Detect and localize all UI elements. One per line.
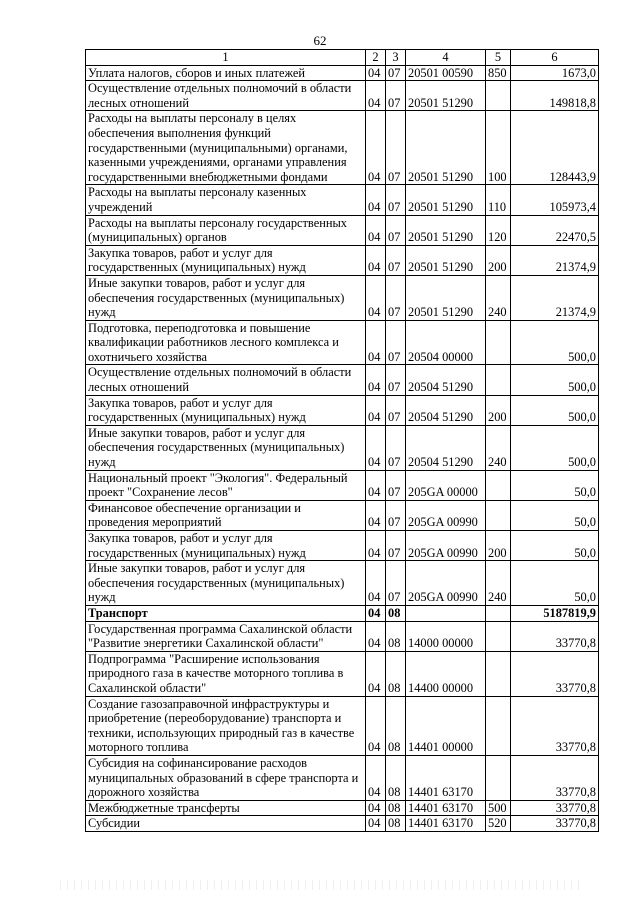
row-target-code: 20501 51290	[406, 111, 486, 185]
row-target-code: 14400 00000	[406, 651, 486, 696]
row-expense-type	[486, 320, 511, 365]
row-name: Закупка товаров, работ и услуг для государственных (муниципальных) нужд	[86, 245, 366, 275]
row-section: 04	[366, 425, 386, 470]
table-row	[86, 651, 599, 696]
row-expense-type	[486, 500, 511, 530]
row-expense-type: 200	[486, 245, 511, 275]
row-subsection: 07	[386, 81, 406, 111]
row-section: 04	[366, 185, 386, 215]
table-header-row	[86, 50, 599, 66]
row-section: 04	[366, 215, 386, 245]
row-section: 04	[366, 111, 386, 185]
table-row	[86, 245, 599, 275]
row-subsection: 07	[386, 395, 406, 425]
row-name: Субсидии	[86, 816, 366, 832]
row-target-code: 20501 00590	[406, 65, 486, 81]
row-expense-type: 110	[486, 185, 511, 215]
header-name: 1	[86, 50, 366, 66]
row-subsection: 08	[386, 651, 406, 696]
row-section: 04	[366, 800, 386, 816]
row-amount: 105973,4	[511, 185, 599, 215]
row-name: Уплата налогов, сборов и иных платежей	[86, 65, 366, 81]
table-row	[86, 215, 599, 245]
row-name: Межбюджетные трансферты	[86, 800, 366, 816]
row-target-code: 20501 51290	[406, 81, 486, 111]
row-section: 04	[366, 561, 386, 606]
table-row	[86, 395, 599, 425]
row-amount: 500,0	[511, 365, 599, 395]
budget-table	[85, 49, 599, 832]
table-row	[86, 320, 599, 365]
row-amount: 1673,0	[511, 65, 599, 81]
table-row	[86, 605, 599, 621]
row-section: 04	[366, 605, 386, 621]
row-amount: 500,0	[511, 320, 599, 365]
row-section: 04	[366, 245, 386, 275]
row-target-code	[406, 605, 486, 621]
row-name: Иные закупки товаров, работ и услуг для обеспечения государственных (муниципальных) нужд	[86, 275, 366, 320]
row-section: 04	[366, 755, 386, 800]
table-row	[86, 621, 599, 651]
row-name: Иные закупки товаров, работ и услуг для обеспечения государственных (муниципальных) нужд	[86, 561, 366, 606]
row-section: 04	[366, 81, 386, 111]
table-row	[86, 275, 599, 320]
row-expense-type: 240	[486, 425, 511, 470]
row-amount: 33770,8	[511, 816, 599, 832]
table-row	[86, 816, 599, 832]
row-subsection: 08	[386, 800, 406, 816]
table-row	[86, 65, 599, 81]
row-name: Закупка товаров, работ и услуг для государственных (муниципальных) нужд	[86, 395, 366, 425]
header-subsection: 3	[386, 50, 406, 66]
row-name: Финансовое обеспечение организации и проведения мероприятий	[86, 500, 366, 530]
row-amount: 5187819,9	[511, 605, 599, 621]
row-target-code: 20501 51290	[406, 245, 486, 275]
row-section: 04	[366, 275, 386, 320]
row-section: 04	[366, 531, 386, 561]
row-subsection: 07	[386, 561, 406, 606]
row-subsection: 07	[386, 365, 406, 395]
table-row	[86, 531, 599, 561]
row-name: Государственная программа Сахалинской области "Развитие энергетики Сахалинской области"	[86, 621, 366, 651]
row-name: Осуществление отдельных полномочий в области лесных отношений	[86, 365, 366, 395]
row-expense-type	[486, 365, 511, 395]
row-subsection: 08	[386, 816, 406, 832]
row-subsection: 07	[386, 245, 406, 275]
page-number: 62	[313, 33, 327, 48]
row-name: Закупка товаров, работ и услуг для государственных (муниципальных) нужд	[86, 531, 366, 561]
table-row	[86, 755, 599, 800]
row-subsection: 07	[386, 65, 406, 81]
row-amount: 33770,8	[511, 755, 599, 800]
row-amount: 21374,9	[511, 245, 599, 275]
row-name: Транспорт	[86, 605, 366, 621]
scan-noise	[60, 880, 580, 890]
row-target-code: 205GA 00990	[406, 531, 486, 561]
row-target-code: 20504 51290	[406, 365, 486, 395]
row-expense-type: 100	[486, 111, 511, 185]
row-name: Подпрограмма "Расширение использования природного газа в качестве моторного топлива в Сахалинской области"	[86, 651, 366, 696]
row-expense-type: 850	[486, 65, 511, 81]
row-amount: 50,0	[511, 561, 599, 606]
row-subsection: 08	[386, 605, 406, 621]
row-section: 04	[366, 651, 386, 696]
row-subsection: 07	[386, 275, 406, 320]
row-name: Расходы на выплаты персоналу казенных учреждений	[86, 185, 366, 215]
row-target-code: 205GA 00990	[406, 561, 486, 606]
row-target-code: 20501 51290	[406, 185, 486, 215]
row-amount: 500,0	[511, 425, 599, 470]
row-section: 04	[366, 500, 386, 530]
row-subsection: 07	[386, 500, 406, 530]
row-target-code: 14000 00000	[406, 621, 486, 651]
table-row	[86, 185, 599, 215]
row-amount: 149818,8	[511, 81, 599, 111]
row-expense-type	[486, 755, 511, 800]
row-expense-type	[486, 651, 511, 696]
row-target-code: 20504 51290	[406, 425, 486, 470]
row-name: Создание газозаправочной инфраструктуры и приобретение (переоборудование) транспорта и техники, использующих природный газ в качестве моторного топлива	[86, 696, 366, 755]
header-expense-type: 5	[486, 50, 511, 66]
row-name: Подготовка, переподготовка и повышение квалификации работников лесного комплекса и охотничьего хозяйства	[86, 320, 366, 365]
table-row	[86, 365, 599, 395]
row-amount: 128443,9	[511, 111, 599, 185]
row-section: 04	[366, 621, 386, 651]
row-expense-type: 200	[486, 531, 511, 561]
header-section: 2	[366, 50, 386, 66]
table-row	[86, 800, 599, 816]
row-target-code: 14401 00000	[406, 696, 486, 755]
row-expense-type	[486, 81, 511, 111]
row-subsection: 08	[386, 621, 406, 651]
row-amount: 22470,5	[511, 215, 599, 245]
row-target-code: 205GA 00990	[406, 500, 486, 530]
row-expense-type: 500	[486, 800, 511, 816]
row-section: 04	[366, 395, 386, 425]
row-amount: 50,0	[511, 500, 599, 530]
row-target-code: 20501 51290	[406, 215, 486, 245]
row-amount: 33770,8	[511, 696, 599, 755]
row-amount: 21374,9	[511, 275, 599, 320]
row-subsection: 07	[386, 185, 406, 215]
row-expense-type: 240	[486, 561, 511, 606]
row-section: 04	[366, 696, 386, 755]
row-expense-type	[486, 696, 511, 755]
row-name: Расходы на выплаты персоналу государственных (муниципальных) органов	[86, 215, 366, 245]
row-subsection: 07	[386, 470, 406, 500]
row-expense-type	[486, 470, 511, 500]
row-target-code: 20501 51290	[406, 275, 486, 320]
row-expense-type: 240	[486, 275, 511, 320]
table-row	[86, 81, 599, 111]
row-subsection: 07	[386, 111, 406, 185]
row-section: 04	[366, 320, 386, 365]
row-target-code: 20504 00000	[406, 320, 486, 365]
row-target-code: 205GA 00000	[406, 470, 486, 500]
row-subsection: 08	[386, 755, 406, 800]
row-amount: 33770,8	[511, 621, 599, 651]
row-expense-type	[486, 605, 511, 621]
row-amount: 50,0	[511, 470, 599, 500]
row-target-code: 14401 63170	[406, 816, 486, 832]
row-name: Иные закупки товаров, работ и услуг для обеспечения государственных (муниципальных) нужд	[86, 425, 366, 470]
row-target-code: 14401 63170	[406, 800, 486, 816]
table-row	[86, 561, 599, 606]
row-amount: 500,0	[511, 395, 599, 425]
row-target-code: 14401 63170	[406, 755, 486, 800]
row-amount: 50,0	[511, 531, 599, 561]
row-subsection: 07	[386, 320, 406, 365]
table-row	[86, 111, 599, 185]
row-expense-type: 120	[486, 215, 511, 245]
table-row	[86, 470, 599, 500]
row-section: 04	[366, 470, 386, 500]
header-amount: 6	[511, 50, 599, 66]
row-expense-type: 520	[486, 816, 511, 832]
row-amount: 33770,8	[511, 800, 599, 816]
row-section: 04	[366, 65, 386, 81]
row-amount: 33770,8	[511, 651, 599, 696]
table-row	[86, 425, 599, 470]
row-name: Субсидия на софинансирование расходов муниципальных образований в сфере транспорта и дорожного хозяйства	[86, 755, 366, 800]
row-section: 04	[366, 816, 386, 832]
row-subsection: 07	[386, 425, 406, 470]
table-row	[86, 696, 599, 755]
row-subsection: 08	[386, 696, 406, 755]
row-section: 04	[366, 365, 386, 395]
row-target-code: 20504 51290	[406, 395, 486, 425]
row-expense-type: 200	[486, 395, 511, 425]
row-subsection: 07	[386, 531, 406, 561]
row-expense-type	[486, 621, 511, 651]
header-target-code: 4	[406, 50, 486, 66]
row-name: Национальный проект "Экология". Федеральный проект "Сохранение лесов"	[86, 470, 366, 500]
row-name: Расходы на выплаты персоналу в целях обеспечения выполнения функций государственными (муниципальными) органами, казенными учреждениями, органами управления государственными внебюджетными фондами	[86, 111, 366, 185]
row-name: Осуществление отдельных полномочий в области лесных отношений	[86, 81, 366, 111]
table-row	[86, 500, 599, 530]
row-subsection: 07	[386, 215, 406, 245]
